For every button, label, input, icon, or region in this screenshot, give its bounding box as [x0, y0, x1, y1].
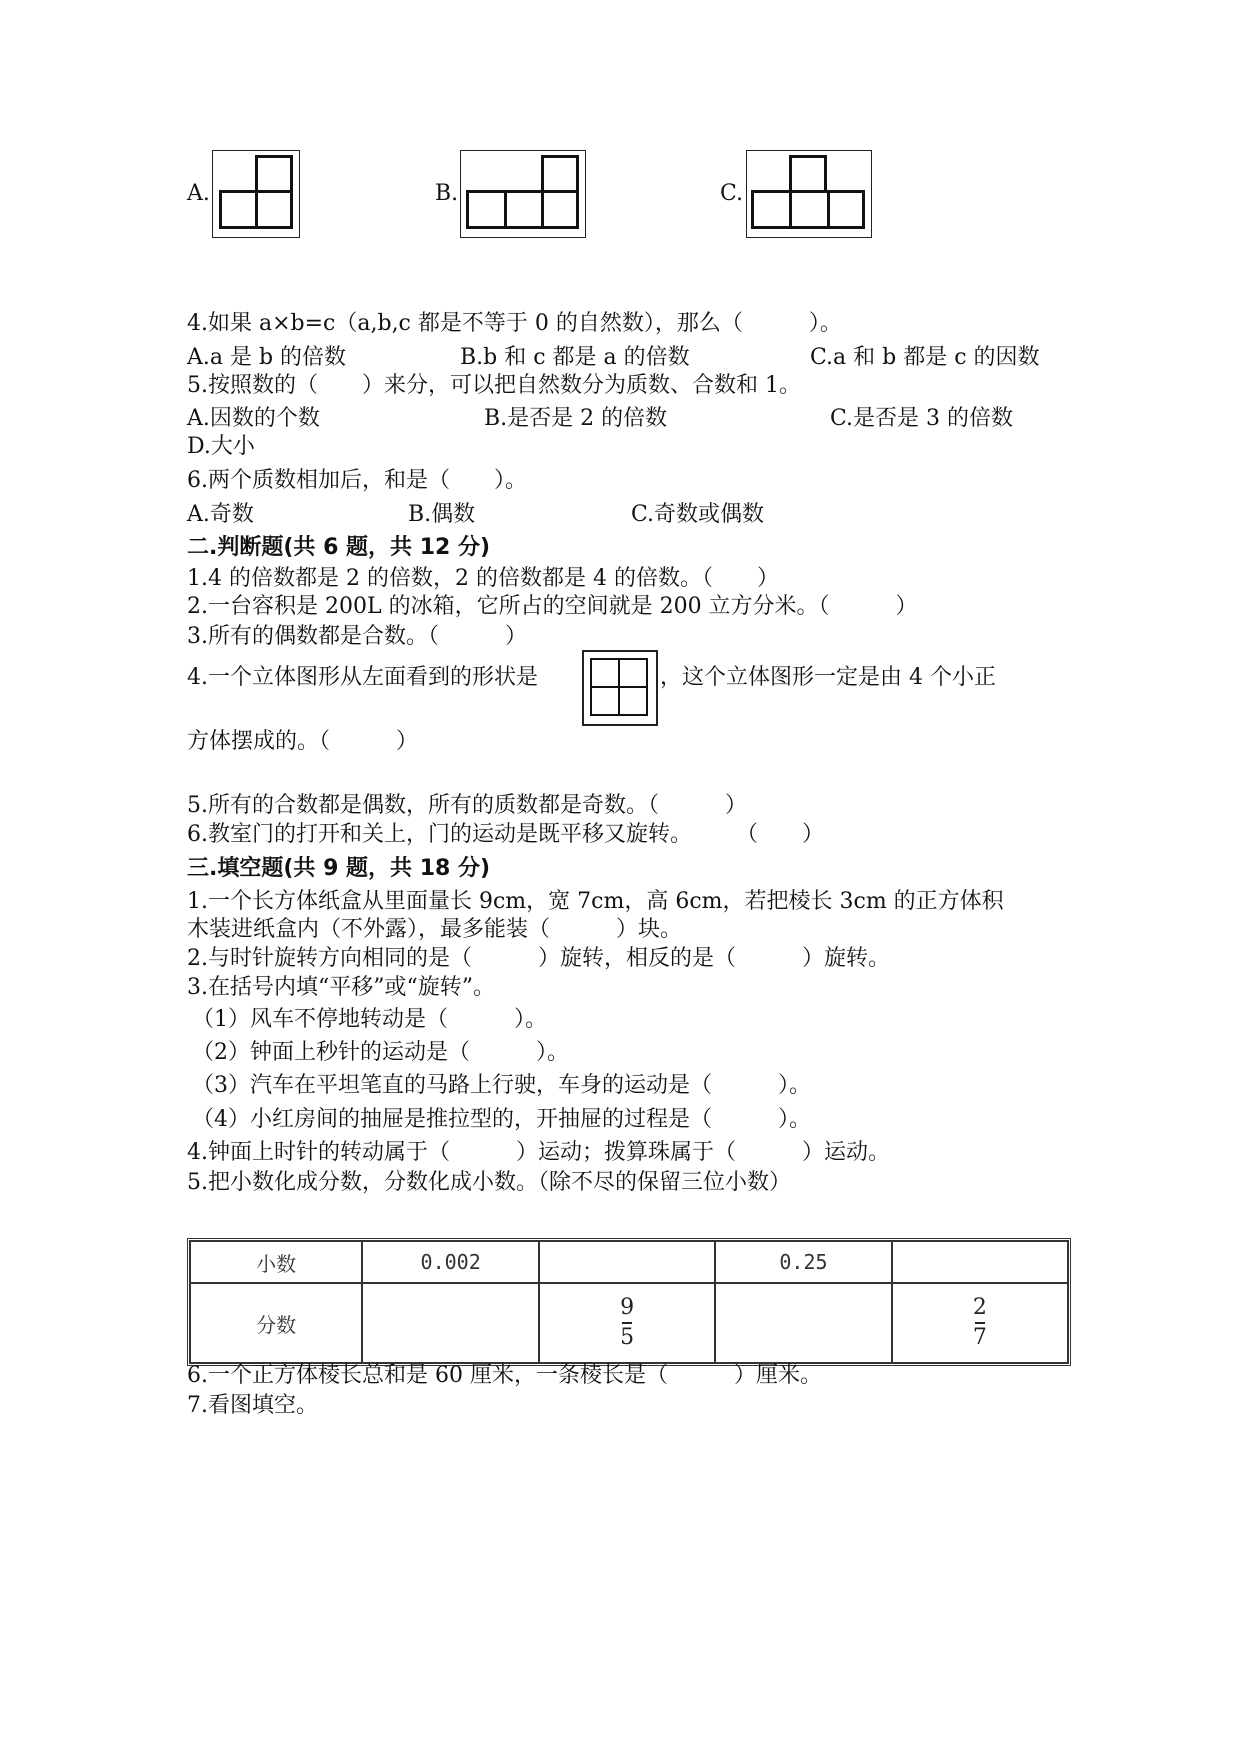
q5-option-c[interactable]: C.是否是 3 的倍数 [830, 406, 1014, 431]
decimal-cell[interactable] [539, 1241, 715, 1283]
decimal-cell[interactable]: 0.25 [715, 1241, 892, 1283]
fraction-2-7 [973, 1296, 987, 1350]
table-header-decimal: 小数 [190, 1241, 362, 1283]
fraction-numerator: 9 [620, 1295, 635, 1320]
decimal-cell[interactable] [892, 1241, 1068, 1283]
option-a-figure[interactable] [212, 150, 300, 238]
fraction-cell[interactable] [892, 1283, 1068, 1363]
fill-q1-line2: 木装进纸盒内（不外露），最多能装（ ）块。 [187, 917, 683, 942]
q6-stem: 6.两个质数相加后，和是（ ）。 [187, 468, 527, 493]
option-b-figure[interactable] [460, 150, 586, 238]
option-b-label: B. [435, 181, 459, 206]
fraction-bar [622, 1322, 632, 1324]
judge-item-1: 1.4 的倍数都是 2 的倍数，2 的倍数都是 4 的倍数。（ ） [187, 566, 779, 591]
q6-option-c[interactable]: C.奇数或偶数 [631, 502, 765, 527]
q5-option-a[interactable]: A.因数的个数 [187, 406, 320, 431]
section3-title: 三.填空题(共 9 题，共 18 分) [187, 856, 491, 881]
left-view-figure [582, 650, 658, 726]
fraction-bar [975, 1322, 985, 1324]
fill-q3-item-1: （1）风车不停地转动是（ ）。 [192, 1007, 547, 1032]
judge-item-3: 3.所有的偶数都是合数。（ ） [187, 624, 527, 649]
fill-q1-line1: 1.一个长方体纸盒从里面量长 9cm，宽 7cm，高 6cm，若把棱长 3cm 的正方体积 [187, 889, 1004, 914]
q5-option-d[interactable]: D.大小 [187, 434, 255, 459]
judge-item-4-part1: 4.一个立体图形从左面看到的形状是 [187, 665, 538, 690]
q6-option-a[interactable]: A.奇数 [187, 502, 254, 527]
q6-option-b[interactable]: B.偶数 [408, 502, 476, 527]
fill-q4: 4.钟面上时针的转动属于（ ）运动；拨算珠属于（ ）运动。 [187, 1140, 890, 1165]
fill-q7: 7.看图填空。 [187, 1393, 318, 1418]
fraction-9-5 [620, 1296, 634, 1350]
fill-q2: 2.与时针旋转方向相同的是（ ）旋转，相反的是（ ）旋转。 [187, 946, 890, 971]
fraction-denominator: 7 [972, 1325, 987, 1350]
decimal-cell[interactable]: 0.002 [362, 1241, 539, 1283]
fraction-cell[interactable] [362, 1283, 539, 1363]
table-header-fraction: 分数 [190, 1283, 362, 1363]
fraction-cell[interactable] [539, 1283, 715, 1363]
fill-q3: 3.在括号内填“平移”或“旋转”。 [187, 975, 495, 1000]
section2-title: 二.判断题(共 6 题，共 12 分) [187, 535, 491, 560]
judge-item-5: 5.所有的合数都是偶数，所有的质数都是奇数。（ ） [187, 793, 747, 818]
option-a-label: A. [187, 181, 210, 206]
fill-q3-item-3: （3）汽车在平坦笔直的马路上行驶，车身的运动是（ ）。 [192, 1073, 811, 1098]
q5-stem: 5.按照数的（ ）来分，可以把自然数分为质数、合数和 1。 [187, 373, 801, 398]
option-c-figure[interactable] [746, 150, 872, 238]
judge-item-4-part3: 方体摆成的。（ ） [187, 729, 419, 754]
q5-option-b[interactable]: B.是否是 2 的倍数 [484, 406, 668, 431]
judge-item-2: 2.一台容积是 200L 的冰箱，它所占的空间就是 200 立方分米。（ ） [187, 594, 918, 619]
q4-stem: 4.如果 a×b=c（a,b,c 都是不等于 0 的自然数），那么（ ）。 [187, 311, 842, 336]
fill-q3-item-4: （4）小红房间的抽屉是推拉型的，开抽屉的过程是（ ）。 [192, 1107, 811, 1132]
fill-q5: 5.把小数化成分数，分数化成小数。（除不尽的保留三位小数） [187, 1170, 791, 1195]
fill-q3-item-2: （2）钟面上秒针的运动是（ ）。 [192, 1040, 569, 1065]
fill-q6: 6.一个正方体棱长总和是 60 厘米，一条棱长是（ ）厘米。 [187, 1363, 822, 1388]
q4-option-c[interactable]: C.a 和 b 都是 c 的因数 [810, 345, 1040, 370]
q4-option-a[interactable]: A.a 是 b 的倍数 [187, 345, 347, 370]
judge-item-4-part2: ，这个立体图形一定是由 4 个小正 [660, 665, 996, 690]
fraction-cell[interactable] [715, 1283, 892, 1363]
conversion-table [187, 1238, 1071, 1366]
option-c-label: C. [720, 181, 744, 206]
fraction-denominator: 5 [620, 1325, 635, 1350]
fraction-numerator: 2 [972, 1295, 987, 1320]
judge-item-6: 6.教室门的打开和关上，门的运动是既平移又旋转。 （ ） [187, 822, 824, 847]
q4-option-b[interactable]: B.b 和 c 都是 a 的倍数 [460, 345, 690, 370]
